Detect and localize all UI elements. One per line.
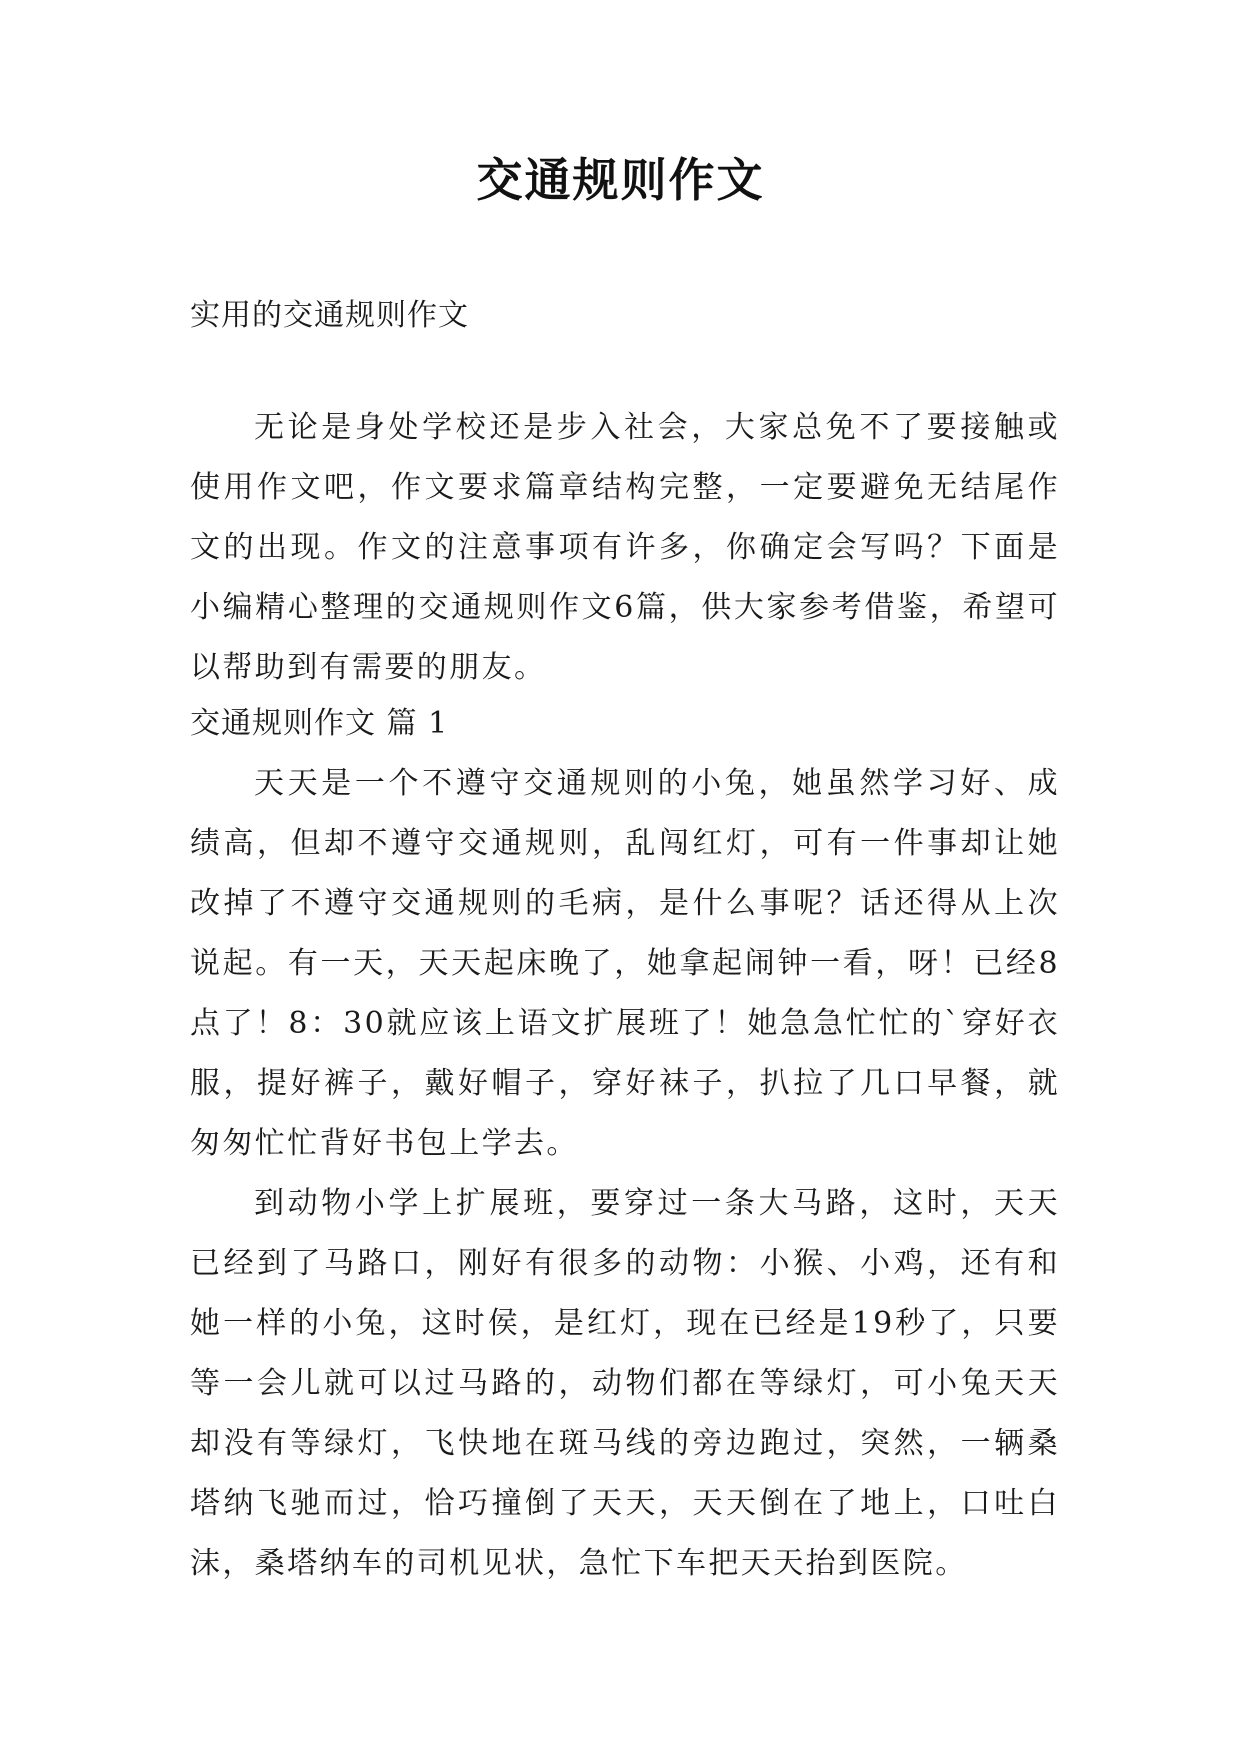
section-heading: 交通规则作文 篇 1 — [190, 706, 449, 741]
document-subtitle: 实用的交通规则作文 — [190, 298, 469, 333]
body-paragraph-2: 到动物小学上扩展班，要穿过一条大马路，这时，天天已经到了马路口，刚好有很多的动物：小猴、小鸡，还有和她一样的小兔，这时侯，是红灯，现在已经是19秒了，只要等一会儿就可以过马路的，动物们都在等绿灯，可小兔天天却没有等绿灯，飞快地在斑马线的旁边跑过，突然，一辆桑塔纳飞驰而过，恰巧撞倒了天天，天天倒在了地上，口吐白沫，桑塔纳车的司机见状，急忙下车把天天抬到医院。 — [190, 1186, 1060, 1581]
body-paragraph-1: 天天是一个不遵守交通规则的小兔，她虽然学习好、成绩高，但却不遵守交通规则，乱闯红灯，可有一件事却让她改掉了不遵守交通规则的毛病，是什么事呢？话还得从上次说起。有一天，天天起床晚了，她拿起闹钟一看，呀！已经8点了！8：30就应该上语文扩展班了！她急急忙忙的`穿好衣服，提好裤子，戴好帽子，穿好袜子，扒拉了几口早餐，就匆匆忙忙背好书包上学去。 — [190, 766, 1060, 1161]
intro-paragraph: 无论是身处学校还是步入社会，大家总免不了要接触或使用作文吧，作文要求篇章结构完整，一定要避免无结尾作文的出现。作文的注意事项有许多，你确定会写吗？下面是小编精心整理的交通规则作文6篇，供大家参考借鉴，希望可以帮助到有需要的朋友。 — [190, 410, 1060, 685]
document-body — [190, 286, 1060, 1594]
document-title: 交通规则作文 — [476, 153, 765, 207]
